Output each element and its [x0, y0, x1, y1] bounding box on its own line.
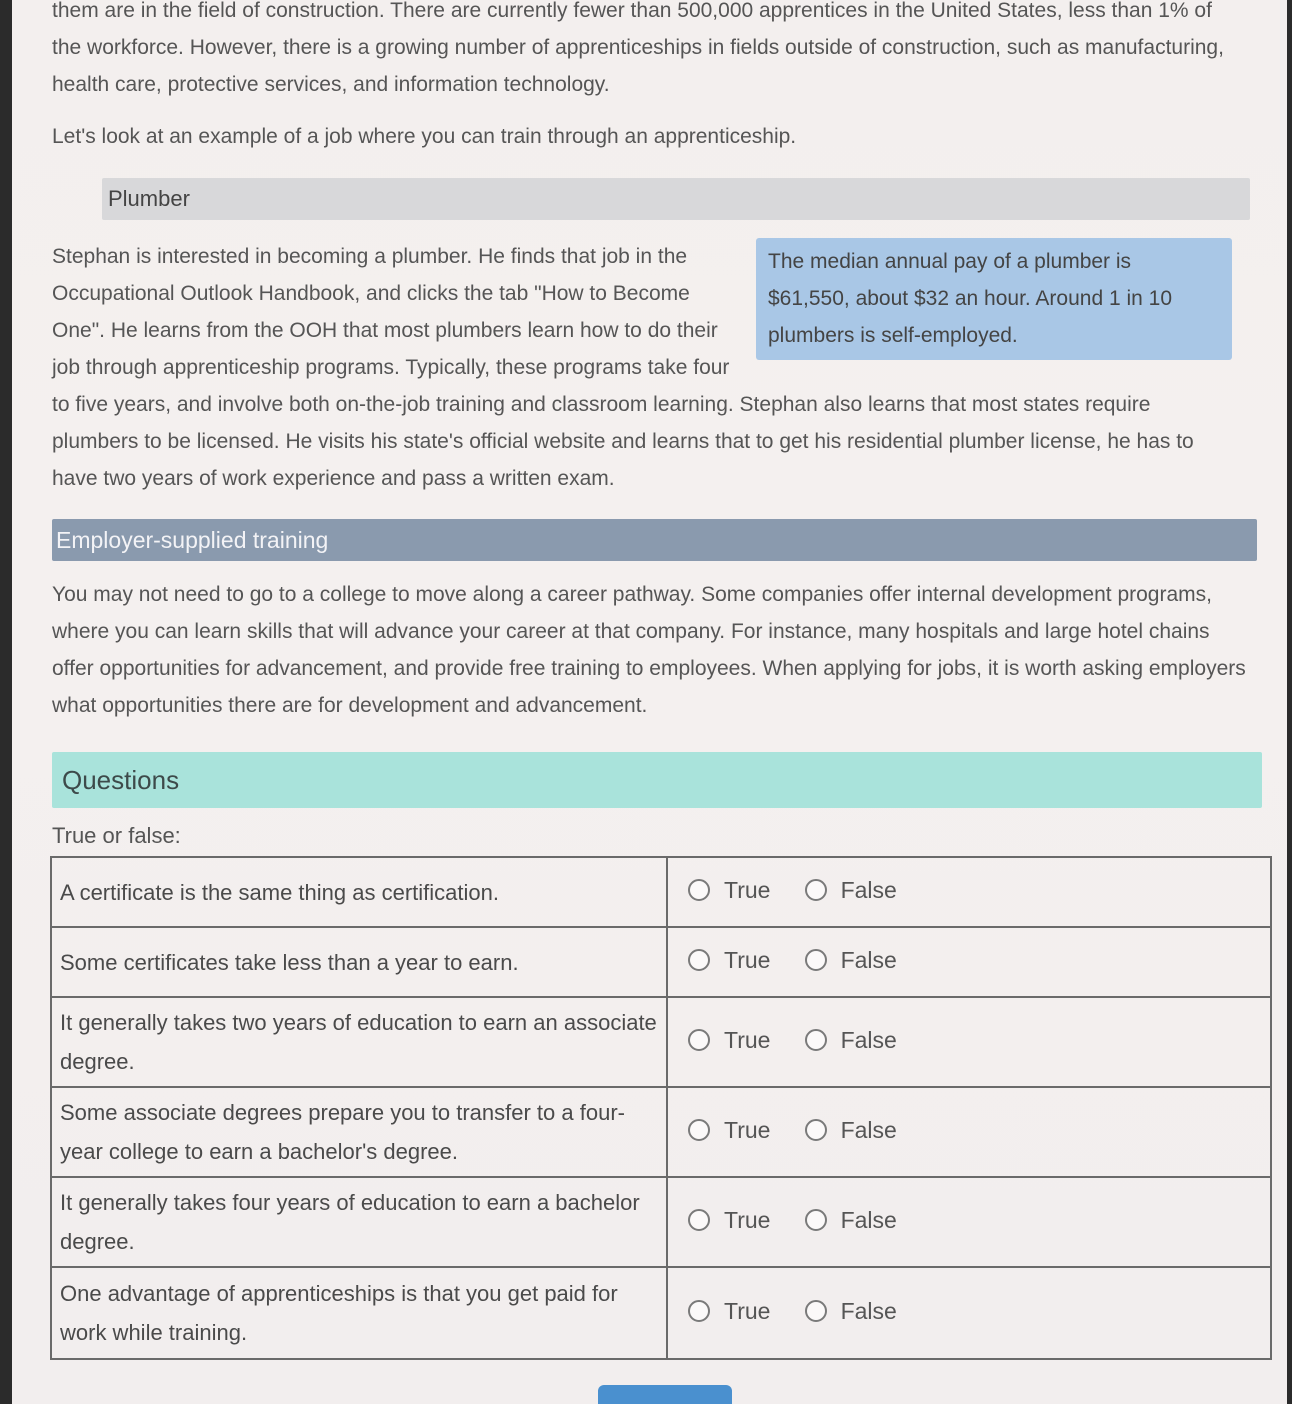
answer-options [667, 1177, 1271, 1267]
question-row [51, 927, 1271, 997]
true-label: True [724, 1206, 771, 1233]
true-label: True [724, 1116, 771, 1143]
continue-button[interactable] [598, 1385, 732, 1404]
question-statement: One advantage of apprenticeships is that you get paid for work while training. [51, 1267, 667, 1359]
question-row [51, 1267, 1271, 1359]
question-row [51, 1177, 1271, 1267]
radio-false[interactable] [805, 879, 827, 901]
true-option[interactable] [688, 1292, 770, 1331]
true-option[interactable] [688, 1021, 770, 1060]
question-statement: It generally takes two years of education to earn an associate degree. [51, 997, 667, 1087]
plumber-pay-callout: The median annual pay of a plumber is $61,550, about $32 an hour. Around 1 in 10 plumbers is self-employed. [756, 238, 1232, 360]
radio-false[interactable] [805, 1209, 827, 1231]
radio-false[interactable] [805, 1029, 827, 1051]
answer-options [667, 857, 1271, 927]
true-label: True [724, 876, 771, 903]
plumber-section [52, 238, 1232, 497]
true-option[interactable] [688, 1111, 770, 1150]
question-statement: It generally takes four years of education to earn a bachelor degree. [51, 1177, 667, 1267]
radio-true[interactable] [688, 879, 710, 901]
question-statement: A certificate is the same thing as certification. [51, 857, 667, 927]
false-option[interactable] [805, 1292, 897, 1331]
lesson-page [12, 0, 1287, 1404]
radio-false[interactable] [805, 949, 827, 971]
answer-options [667, 1087, 1271, 1177]
true-option[interactable] [688, 941, 770, 980]
radio-false[interactable] [805, 1300, 827, 1322]
answer-options [667, 927, 1271, 997]
false-label: False [840, 946, 897, 973]
answer-options [667, 1267, 1271, 1359]
question-row [51, 1087, 1271, 1177]
employer-training-paragraph: You may not need to go to a college to move along a career pathway. Some companies offer internal development programs, where you can learn skills that will advance your career at that company. For instance, many hospitals and large hotel chains offer opportunities for advancement, and provide free training to employees. When applying for jobs, it is worth asking employers what opportunities there are for development and advancement. [52, 583, 1246, 717]
false-label: False [840, 876, 897, 903]
true-false-table [50, 856, 1272, 1360]
question-row [51, 857, 1271, 927]
question-statement: Some certificates take less than a year to earn. [51, 927, 667, 997]
employer-training-heading-bar [52, 519, 1257, 561]
radio-true[interactable] [688, 949, 710, 971]
true-label: True [724, 946, 771, 973]
radio-true[interactable] [688, 1119, 710, 1141]
false-label: False [840, 1297, 897, 1324]
false-option[interactable] [805, 1111, 897, 1150]
false-option[interactable] [805, 1201, 897, 1240]
answer-options [667, 997, 1271, 1087]
example-lead-text: Let's look at an example of a job where you can train through an apprenticeship. [52, 125, 797, 148]
radio-true[interactable] [688, 1300, 710, 1322]
employer-training-heading: Employer-supplied training [56, 527, 329, 553]
false-option[interactable] [805, 941, 897, 980]
plumber-story-paragraph: Stephan is interested in becoming a plumber. He finds that job in the Occupational Outlook Handbook, and clicks the tab "How to Become One". He learns from the OOH that most plumbers learn how to do their job through apprenticeship programs. Typically, these programs take four to five years, and involve both on-the-job training and classroom learning. Stephan also learns that most states require plumbers to be licensed. He visits his state's official website and learns that to get his residential plumber license, he has to have two years of work experience and pass a written exam. [52, 245, 1194, 490]
plumber-heading: Plumber [108, 186, 190, 211]
false-label: False [840, 1116, 897, 1143]
false-option[interactable] [805, 871, 897, 910]
plumber-heading-bar [102, 178, 1250, 220]
questions-heading: Questions [62, 765, 180, 795]
intro-paragraph: them are in the field of construction. There are currently fewer than 500,000 apprentices in the United States, less than 1% of the workforce. However, there is a growing number of apprenticeships in fields outside of construction, such as manufacturing, health care, protective services, and information technology. [52, 0, 1224, 96]
false-label: False [840, 1026, 897, 1053]
true-false-instruction: True or false: [52, 823, 181, 848]
radio-true[interactable] [688, 1029, 710, 1051]
true-label: True [724, 1297, 771, 1324]
false-label: False [840, 1206, 897, 1233]
true-label: True [724, 1026, 771, 1053]
radio-false[interactable] [805, 1119, 827, 1141]
radio-true[interactable] [688, 1209, 710, 1231]
questions-heading-bar [52, 752, 1262, 808]
true-option[interactable] [688, 1201, 770, 1240]
false-option[interactable] [805, 1021, 897, 1060]
question-statement: Some associate degrees prepare you to transfer to a four-year college to earn a bachelor's degree. [51, 1087, 667, 1177]
question-row [51, 997, 1271, 1087]
true-option[interactable] [688, 871, 770, 910]
